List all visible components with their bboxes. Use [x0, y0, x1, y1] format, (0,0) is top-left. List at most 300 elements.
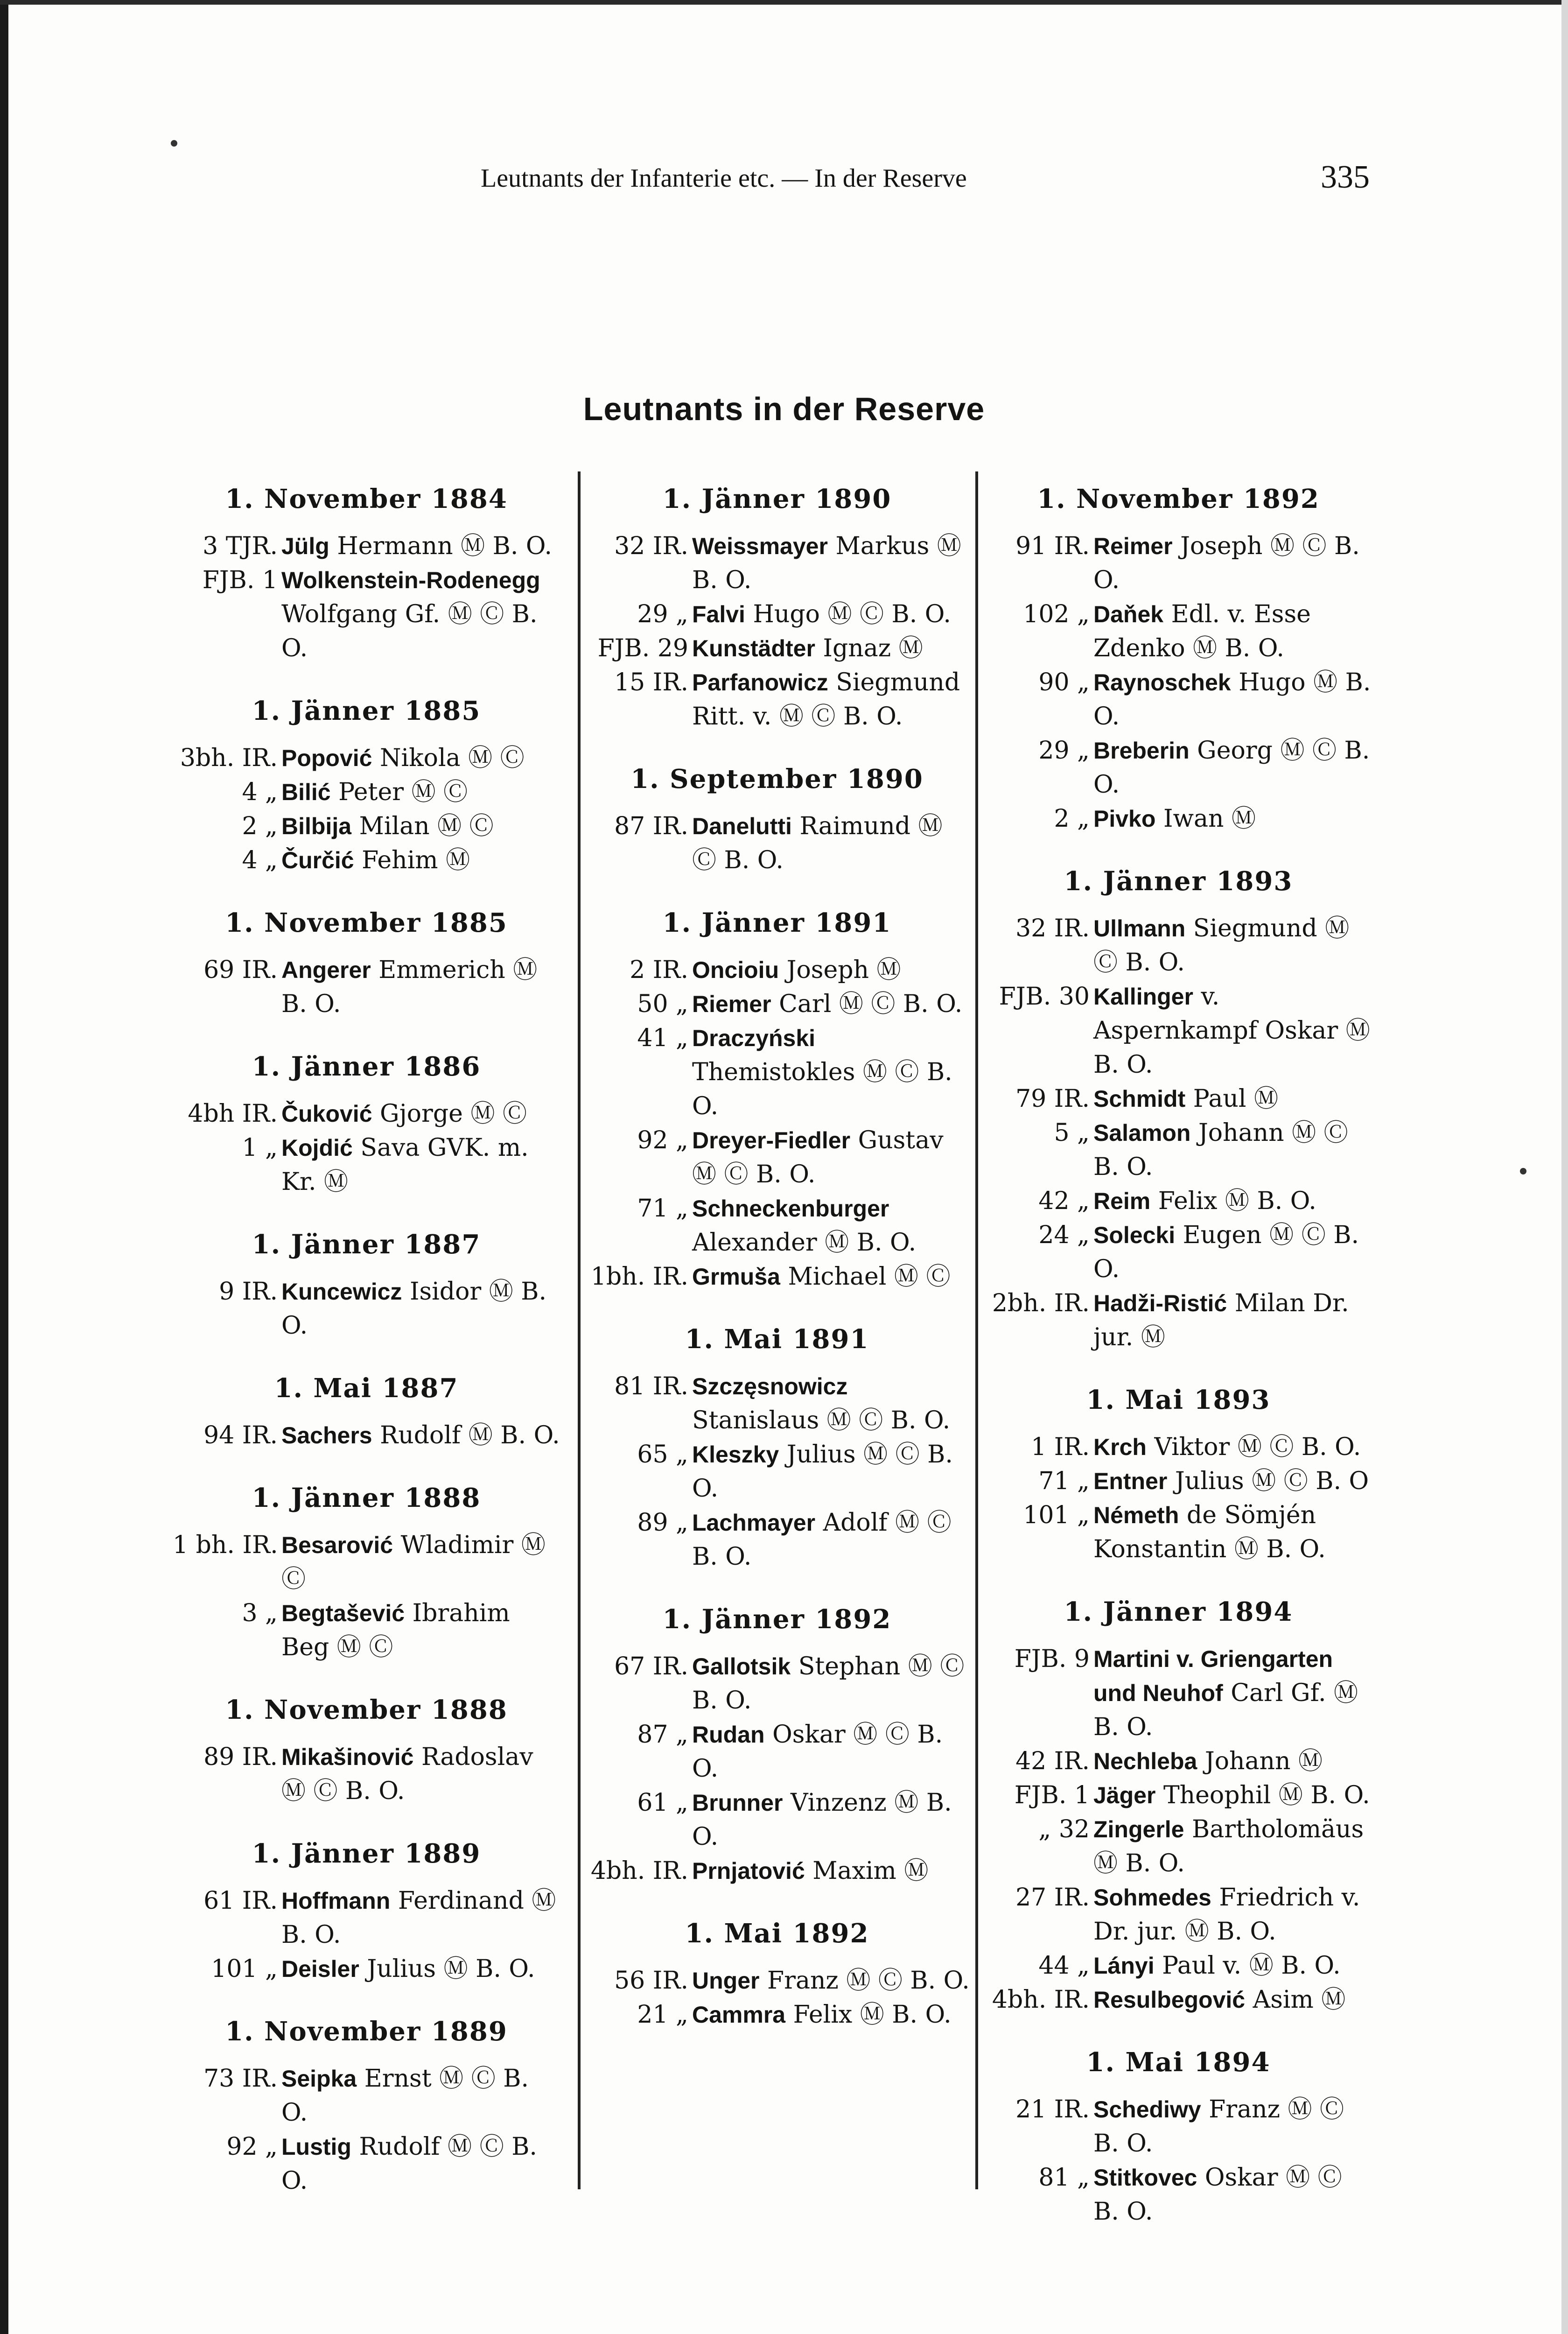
officer-details: Oskar Ⓜ Ⓒ B. O. — [692, 1721, 943, 1783]
unit-label: 89 „ — [637, 1509, 688, 1537]
unit-label: 61 „ — [637, 1789, 688, 1817]
officer-entry — [583, 1192, 971, 1260]
officer-details: Adolf Ⓜ Ⓒ B. O. — [692, 1509, 952, 1571]
speck-mark — [1520, 1168, 1526, 1174]
unit-label: 1 IR. — [1031, 1433, 1090, 1461]
unit-label: 61 IR. — [203, 1887, 278, 1915]
unit-label: 24 „ — [1038, 1221, 1090, 1249]
entry-text — [692, 1998, 971, 2032]
entry-text — [1093, 1287, 1372, 1355]
unit-label: 29 „ — [637, 600, 688, 628]
officer-surname: Nechleba — [1093, 1748, 1197, 1774]
officer-entry — [985, 1881, 1372, 1949]
entry-text — [281, 1419, 560, 1453]
officer-entry — [985, 1430, 1372, 1464]
entry-text — [692, 1192, 971, 1260]
entry-text — [281, 2062, 560, 2130]
officer-details: Bartholomäus Ⓜ B. O. — [1093, 1815, 1364, 1877]
entry-text — [1093, 1779, 1372, 1813]
officer-surname: Zingerle — [1093, 1816, 1184, 1842]
officer-surname: Schediwy — [1093, 2096, 1201, 2123]
officer-surname: Kuncewicz — [281, 1279, 402, 1305]
officer-entry — [985, 912, 1372, 980]
officer-details: Raimund Ⓜ Ⓒ B. O. — [692, 812, 943, 874]
officer-entry — [985, 1116, 1372, 1184]
officer-entry — [583, 529, 971, 598]
unit-label: 2 „ — [242, 812, 278, 840]
page-number: 335 — [1321, 159, 1370, 195]
officer-details: Joseph Ⓜ Ⓒ B. O. — [1093, 532, 1360, 594]
entry-text — [692, 1260, 971, 1294]
unit-label: 4 „ — [242, 778, 278, 806]
unit-label: 50 „ — [637, 990, 688, 1018]
officer-details: Asim Ⓜ — [1253, 1986, 1346, 2014]
date-heading: 1. Jänner 1893 — [1064, 866, 1293, 897]
officer-surname: Entner — [1093, 1468, 1168, 1494]
officer-details: v. Aspernkampf Oskar Ⓜ B. O. — [1093, 983, 1370, 1079]
officer-surname: Lustig — [281, 2134, 351, 2160]
unit-label: 90 „ — [1038, 668, 1090, 696]
officer-surname: Reimer — [1093, 533, 1173, 559]
unit-label: 2 IR. — [630, 956, 688, 984]
unit-label: 102 „ — [1023, 600, 1090, 628]
officer-surname: Krch — [1093, 1434, 1147, 1460]
unit-label: 3bh. IR. — [180, 744, 278, 772]
date-group — [173, 2015, 560, 2198]
unit-label: 81 IR. — [614, 1372, 688, 1400]
officer-details: Sava GVK. m. Kr. Ⓜ — [281, 1134, 529, 1196]
officer-surname: Jäger — [1093, 1782, 1156, 1808]
unit-label: 87 IR. — [614, 812, 688, 840]
unit-label: 67 IR. — [614, 1652, 688, 1680]
unit-label: 94 IR. — [203, 1421, 278, 1449]
unit-label: 91 IR. — [1015, 532, 1090, 560]
officer-details: Rudolf Ⓜ Ⓒ B. O. — [281, 2133, 537, 2195]
officer-entry — [583, 1650, 971, 1718]
officer-surname: Popović — [281, 745, 372, 771]
date-group — [583, 1323, 971, 1574]
officer-surname: Cammra — [692, 2002, 786, 2028]
officer-surname: Kallinger — [1093, 984, 1193, 1010]
entry-text — [1093, 2161, 1372, 2229]
unit-label: 71 „ — [1038, 1467, 1090, 1495]
officer-entry — [985, 980, 1372, 1082]
officer-details: Hugo Ⓜ B. O. — [1093, 668, 1371, 731]
unit-label: 65 „ — [637, 1441, 688, 1469]
officer-entry — [985, 2161, 1372, 2229]
entry-text — [281, 953, 560, 1021]
unit-label: 92 „ — [637, 1126, 688, 1154]
entry-text — [1093, 1430, 1372, 1464]
officer-entry — [985, 734, 1372, 802]
unit-label: 89 IR. — [203, 1743, 278, 1771]
officer-surname: Weissmayer — [692, 533, 828, 559]
entry-text — [1093, 1498, 1372, 1567]
officer-surname: Bilbija — [281, 813, 352, 839]
entry-text — [281, 741, 560, 775]
officer-details: de Sömjén Konstantin Ⓜ B. O. — [1093, 1501, 1326, 1563]
column-rule-right — [975, 471, 978, 2189]
entry-text — [281, 1275, 560, 1343]
officer-entry — [173, 1528, 560, 1596]
unit-label: 73 IR. — [203, 2065, 278, 2093]
officer-surname: Brunner — [692, 1790, 783, 1816]
officer-details: Vinzenz Ⓜ B. O. — [692, 1789, 952, 1851]
officer-surname: Parfanowicz — [692, 669, 828, 696]
officer-surname: Kleszky — [692, 1441, 779, 1468]
entry-text — [281, 1528, 560, 1596]
officer-details: Nikola Ⓜ Ⓒ — [380, 744, 525, 772]
officer-details: Ernst Ⓜ Ⓒ B. O. — [281, 2065, 529, 2127]
officer-details: Eugen Ⓜ Ⓒ B. O. — [1093, 1221, 1359, 1283]
officer-details: Johann Ⓜ Ⓒ B. O. — [1093, 1119, 1348, 1181]
officer-entry — [583, 1370, 971, 1438]
officer-surname: Martini v. Griengarten und Neuhof — [1093, 1646, 1333, 1706]
unit-label: 1 bh. IR. — [173, 1531, 278, 1559]
officer-surname: Mikašinović — [281, 1744, 414, 1770]
officer-details: Emmerich Ⓜ B. O. — [281, 956, 538, 1018]
officer-surname: Raynoschek — [1093, 669, 1231, 696]
officer-entry — [985, 1744, 1372, 1779]
officer-entry — [583, 987, 971, 1021]
officer-entry — [985, 1184, 1372, 1218]
unit-label: 3 TJR. — [203, 532, 278, 560]
officer-surname: Breberin — [1093, 738, 1190, 764]
officer-surname: Németh — [1093, 1502, 1179, 1528]
officer-details: Siegmund Ritt. v. Ⓜ Ⓒ B. O. — [692, 668, 960, 731]
date-heading: 1. November 1892 — [1037, 484, 1320, 514]
officer-details: Wolfgang Gf. Ⓜ Ⓒ B. O. — [281, 600, 538, 662]
date-group — [985, 2046, 1372, 2229]
unit-label: FJB. 30 — [999, 983, 1090, 1011]
entry-text — [692, 953, 971, 987]
unit-label: FJB. 1 — [1014, 1781, 1090, 1809]
officer-entry — [583, 1260, 971, 1294]
officer-details: Edl. v. Esse Zdenko Ⓜ B. O. — [1093, 600, 1311, 662]
officer-details: Gustav Ⓜ Ⓒ B. O. — [692, 1126, 944, 1188]
entry-text — [1093, 666, 1372, 734]
entry-text — [692, 1650, 971, 1718]
officer-surname: Resulbegović — [1093, 1987, 1246, 2013]
unit-label: FJB. 29 — [597, 634, 688, 662]
date-group — [173, 1372, 560, 1453]
officer-entry — [173, 741, 560, 775]
unit-label: 9 IR. — [219, 1278, 278, 1306]
officer-entry — [985, 802, 1372, 836]
officer-details: Julius Ⓜ Ⓒ B. O — [1175, 1467, 1369, 1495]
officer-surname: Prnjatović — [692, 1858, 805, 1884]
date-group — [173, 1837, 560, 1986]
officer-entry — [583, 1998, 971, 2032]
officer-details: Stanislaus Ⓜ Ⓒ B. O. — [692, 1406, 951, 1434]
officer-details: Milan Dr. jur. Ⓜ — [1093, 1289, 1349, 1351]
officer-surname: Schmidt — [1093, 1086, 1186, 1112]
officer-details: Felix Ⓜ B. O. — [1158, 1187, 1316, 1215]
entry-text — [1093, 1642, 1372, 1744]
entry-text — [692, 1124, 971, 1192]
officer-surname: Rudan — [692, 1722, 765, 1748]
officer-details: Paul v. Ⓜ B. O. — [1162, 1952, 1341, 1980]
officer-entry — [985, 1813, 1372, 1881]
officer-surname: Seipka — [281, 2066, 357, 2092]
officer-entry — [173, 563, 560, 666]
officer-surname: Čurčić — [281, 847, 354, 873]
officer-entry — [985, 1287, 1372, 1355]
date-group — [173, 907, 560, 1021]
officer-entry — [173, 1596, 560, 1665]
officer-surname: Szczęsnowicz — [692, 1373, 848, 1399]
officer-surname: Lachmayer — [692, 1510, 816, 1536]
entry-text — [1093, 1184, 1372, 1218]
entry-text — [1093, 1218, 1372, 1287]
officer-entry — [583, 1506, 971, 1574]
date-heading: 1. Jänner 1886 — [252, 1051, 481, 1082]
officer-surname: Sohmedes — [1093, 1884, 1211, 1911]
officer-details: Maxim Ⓜ — [812, 1857, 929, 1885]
date-heading: 1. Mai 1894 — [1086, 2047, 1271, 2078]
page-edge-right — [1561, 0, 1568, 2334]
entry-text — [281, 1596, 560, 1665]
officer-entry — [985, 1949, 1372, 1983]
unit-label: 101 „ — [1023, 1501, 1090, 1529]
officer-details: Oskar Ⓜ Ⓒ B. O. — [1093, 2164, 1342, 2226]
date-group — [173, 1228, 560, 1343]
date-group — [583, 483, 971, 734]
date-group — [173, 695, 560, 878]
officer-surname: Kunstädter — [692, 635, 815, 661]
officer-details: Franz Ⓜ Ⓒ B. O. — [1093, 2095, 1344, 2158]
unit-label: 15 IR. — [614, 668, 688, 696]
date-heading: 1. November 1885 — [225, 907, 508, 938]
entry-text — [1093, 1082, 1372, 1116]
officer-details: Iwan Ⓜ — [1163, 805, 1256, 833]
officer-details: Ibrahim Beg Ⓜ Ⓒ — [281, 1599, 510, 1661]
officer-details: Viktor Ⓜ Ⓒ B. O. — [1154, 1433, 1361, 1461]
officer-entry — [583, 598, 971, 632]
officer-surname: Ullmann — [1093, 915, 1186, 942]
officer-entry — [583, 632, 971, 666]
officer-surname: Sachers — [281, 1422, 372, 1448]
entry-text — [281, 1884, 560, 1952]
officer-surname: Angerer — [281, 957, 371, 983]
date-group — [583, 1603, 971, 1888]
unit-label: 81 „ — [1038, 2164, 1090, 2192]
officer-details: Carl Ⓜ Ⓒ B. O. — [779, 990, 963, 1018]
officer-details: Wladimir Ⓜ Ⓒ — [281, 1531, 546, 1593]
officer-surname: Danelutti — [692, 813, 792, 839]
officer-entry — [173, 775, 560, 809]
officer-surname: Solecki — [1093, 1222, 1176, 1248]
officer-surname: Kojdić — [281, 1135, 353, 1161]
entry-text — [692, 1854, 971, 1888]
unit-label: 27 IR. — [1015, 1884, 1090, 1912]
date-heading: 1. Mai 1893 — [1086, 1385, 1271, 1415]
section-title: Leutnants in der Reserve — [583, 391, 985, 427]
entry-text — [281, 2130, 560, 2198]
officer-surname: Hoffmann — [281, 1888, 391, 1914]
unit-label: 4bh. IR. — [992, 1986, 1090, 2014]
unit-label: 1 „ — [242, 1134, 278, 1162]
officer-entry — [985, 1983, 1372, 2017]
column-3 — [985, 483, 1372, 2258]
entry-text — [1093, 598, 1372, 666]
entry-text — [1093, 802, 1372, 836]
officer-entry — [583, 666, 971, 734]
officer-entry — [173, 1131, 560, 1199]
running-title: Leutnants der Infanterie etc. — In der Reserve — [481, 164, 967, 193]
unit-label: 56 IR. — [614, 1967, 688, 1995]
date-group — [985, 1384, 1372, 1567]
officer-entry — [583, 1964, 971, 1998]
officer-surname: Stitkovec — [1093, 2165, 1197, 2191]
unit-label: 41 „ — [637, 1024, 688, 1052]
officer-entry — [985, 1218, 1372, 1287]
officer-details: Isidor Ⓜ B. O. — [281, 1278, 547, 1340]
entry-text — [692, 1021, 971, 1124]
officer-entry — [173, 953, 560, 1021]
officer-entry — [173, 1884, 560, 1952]
unit-label: 42 „ — [1038, 1187, 1090, 1215]
officer-details: Radoslav Ⓜ Ⓒ B. O. — [281, 1743, 533, 1805]
officer-surname: Gallotsik — [692, 1653, 791, 1680]
officer-surname: Unger — [692, 1968, 760, 1994]
entry-text — [281, 1131, 560, 1199]
date-group — [173, 1050, 560, 1199]
unit-label: „ 32 — [1038, 1815, 1090, 1843]
date-heading: 1. Mai 1892 — [685, 1918, 869, 1949]
officer-entry — [173, 1952, 560, 1986]
officer-surname: Riemer — [692, 991, 771, 1017]
column-1 — [173, 483, 560, 2227]
officer-details: Alexander Ⓜ B. O. — [692, 1229, 917, 1257]
entry-text — [1093, 912, 1372, 980]
officer-entry — [985, 1779, 1372, 1813]
unit-label: 42 IR. — [1015, 1747, 1090, 1775]
officer-details: Hugo Ⓜ Ⓒ B. O. — [753, 600, 951, 628]
unit-label: 5 „ — [1054, 1119, 1090, 1147]
officer-surname: Besarović — [281, 1532, 393, 1558]
officer-entry — [583, 809, 971, 878]
entry-text — [692, 1718, 971, 1786]
date-heading: 1. November 1889 — [225, 2016, 508, 2047]
officer-details: Felix Ⓜ B. O. — [793, 2001, 952, 2029]
date-heading: 1. Jänner 1885 — [252, 696, 481, 726]
unit-label: 21 IR. — [1015, 2095, 1090, 2123]
entry-text — [1093, 1983, 1372, 2017]
page-edge-top — [0, 0, 1568, 5]
officer-details: Milan Ⓜ Ⓒ — [359, 812, 494, 840]
entry-text — [1093, 1813, 1372, 1881]
unit-label: 29 „ — [1038, 737, 1090, 765]
unit-label: 101 „ — [211, 1955, 278, 1983]
officer-surname: Draczyński — [692, 1025, 816, 1051]
officer-details: Rudolf Ⓜ B. O. — [380, 1421, 560, 1449]
officer-surname: Deisler — [281, 1956, 359, 1982]
officer-entry — [985, 1498, 1372, 1567]
officer-entry — [985, 1082, 1372, 1116]
unit-label: 44 „ — [1038, 1952, 1090, 1980]
entry-text — [1093, 2093, 1372, 2161]
officer-entry — [173, 2130, 560, 2198]
entry-text — [692, 598, 971, 632]
entry-text — [1093, 1881, 1372, 1949]
entry-text — [1093, 1464, 1372, 1498]
officer-entry — [173, 1275, 560, 1343]
unit-label: 69 IR. — [203, 956, 278, 984]
officer-entry — [583, 1438, 971, 1506]
entry-text — [1093, 980, 1372, 1082]
officer-entry — [173, 1740, 560, 1808]
officer-entry — [583, 1786, 971, 1854]
date-group — [583, 1917, 971, 2032]
officer-details: Hermann Ⓜ B. O. — [337, 532, 553, 560]
entry-text — [692, 987, 971, 1021]
date-group — [173, 483, 560, 666]
officer-details: Themistokles Ⓜ Ⓒ B. O. — [692, 1058, 952, 1120]
officer-details: Gjorge Ⓜ Ⓒ — [380, 1100, 527, 1128]
entry-text — [692, 632, 971, 666]
officer-surname: Salamon — [1093, 1120, 1191, 1146]
officer-entry — [583, 1021, 971, 1124]
unit-label: 4bh IR. — [188, 1100, 278, 1128]
unit-label: 3 „ — [242, 1599, 278, 1627]
unit-label: 32 IR. — [614, 532, 688, 560]
date-heading: 1. Jänner 1891 — [662, 907, 892, 938]
officer-details: Friedrich v. Dr. jur. Ⓜ B. O. — [1093, 1884, 1360, 1946]
date-heading: 1. Mai 1887 — [274, 1373, 459, 1404]
officer-entry — [985, 529, 1372, 598]
entry-text — [1093, 1744, 1372, 1779]
date-group — [173, 1482, 560, 1665]
entry-text — [281, 775, 560, 809]
unit-label: 21 „ — [637, 2001, 688, 2029]
unit-label: 4 „ — [242, 846, 278, 874]
officer-entry — [173, 529, 560, 563]
officer-details: Ferdinand Ⓜ B. O. — [281, 1887, 556, 1949]
officer-entry — [173, 2062, 560, 2130]
entry-text — [692, 1964, 971, 1998]
officer-surname: Dreyer-Fiedler — [692, 1127, 851, 1153]
officer-details: Julius Ⓜ Ⓒ B. O. — [692, 1441, 953, 1503]
officer-surname: Hadži-Ristić — [1093, 1290, 1227, 1316]
date-heading: 1. Jänner 1894 — [1064, 1596, 1293, 1627]
page-edge-left — [0, 0, 8, 2334]
column-2 — [583, 483, 971, 2061]
officer-surname: Wolkenstein-Rodenegg — [281, 567, 540, 593]
officer-surname: Oncioiu — [692, 957, 779, 983]
officer-details: Theophil Ⓜ B. O. — [1163, 1781, 1370, 1809]
entry-text — [692, 1786, 971, 1854]
entry-text — [692, 809, 971, 878]
date-heading: 1. November 1884 — [225, 484, 508, 514]
unit-label: 79 IR. — [1015, 1085, 1090, 1113]
officer-details: Paul Ⓜ — [1193, 1085, 1279, 1113]
officer-details: Franz Ⓜ Ⓒ B. O. — [767, 1967, 970, 1995]
date-heading: 1. November 1888 — [225, 1694, 508, 1725]
date-group — [985, 865, 1372, 1355]
officer-surname: Falvi — [692, 601, 745, 627]
officer-entry — [985, 1464, 1372, 1498]
officer-details: Michael Ⓜ Ⓒ — [788, 1263, 951, 1291]
entry-text — [1093, 529, 1372, 598]
entry-text — [692, 666, 971, 734]
officer-surname: Lányi — [1093, 1953, 1155, 1979]
officer-details: Carl Gf. Ⓜ B. O. — [1093, 1679, 1358, 1741]
officer-details: Markus Ⓜ B. O. — [692, 532, 961, 594]
unit-label: 92 „ — [226, 2133, 278, 2161]
unit-label: 2 „ — [1054, 805, 1090, 833]
entry-text — [1093, 734, 1372, 802]
